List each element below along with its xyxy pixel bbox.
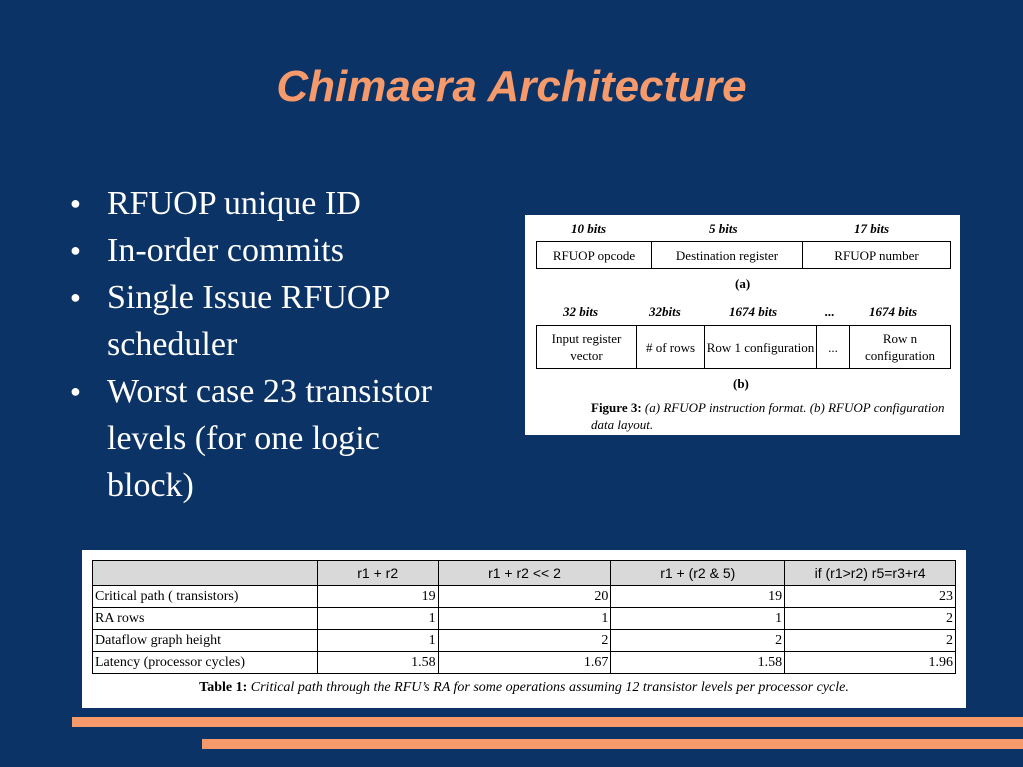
figure-rfuop-format [525,215,960,435]
figure-b-header: 32bits [649,304,681,319]
column-header: r1 + (r2 & 5) [611,561,785,586]
row-label: RA rows [93,608,318,630]
figure-b-cell: Input register vector [536,325,637,369]
column-header: if (r1>r2) r5=r3+r4 [785,561,956,586]
figure-b-header: 32 bits [563,304,599,319]
row-label: Critical path ( transistors) [93,586,318,608]
figure-a-header: 17 bits [854,221,890,236]
figure-b-cell: ... [816,325,850,369]
row-label: Dataflow graph height [93,630,318,652]
bullet-item [70,368,470,509]
bullet-item [70,274,470,368]
bullet-text: Single Issue RFUOP scheduler [107,279,390,363]
bullet-item [70,180,470,227]
table-cell: 23 [785,586,956,608]
table-cell: 1 [438,608,611,630]
figure-b-label: (b) [733,376,749,391]
table-cell: 1 [317,608,438,630]
column-header: r1 + r2 << 2 [438,561,611,586]
figure-a-header: 10 bits [571,221,607,236]
bullet-marker: ● [70,381,81,401]
table-cell: 2 [611,630,785,652]
figure-caption-label: Figure 3: [591,400,642,415]
critical-path-table [92,560,956,674]
figure-b-header: ... [825,304,835,319]
row-label: Latency (processor cycles) [93,652,318,674]
figure-a-label: (a) [735,276,751,291]
table-row [93,630,956,652]
table-cell: 1 [317,630,438,652]
table-caption-label: Table 1: [199,680,248,695]
bullet-text: In-order commits [107,232,344,269]
table-cell: 19 [317,586,438,608]
figure-a-cell: Destination register [651,241,803,269]
table-cell: 19 [611,586,785,608]
bullet-text: RFUOP unique ID [107,185,361,222]
accent-stripe-top [72,717,1023,727]
table-cell: 1.58 [611,652,785,674]
figure-b-cell: # of rows [636,325,705,369]
table-caption [82,680,966,696]
critical-path-table-panel [82,550,966,708]
figure-b-cell: Row n configuration [849,325,951,369]
figure-caption [591,399,951,433]
table-cell: 1.58 [317,652,438,674]
figure-b-header: 1674 bits [729,304,778,319]
table-row [93,608,956,630]
table-row [93,652,956,674]
table-caption-text: Critical path through the RFU’s RA for some operations assuming 12 transistor levels per processor cycle. [250,680,849,695]
table-cell: 2 [785,608,956,630]
slide-title: Chimaera Architecture [276,62,747,111]
table-cell: 2 [785,630,956,652]
accent-stripe-bottom [202,739,1023,749]
bullet-text: Worst case 23 transistor levels (for one logic block) [107,373,432,504]
figure-a-cell: RFUOP number [802,241,951,269]
table-header-row [93,561,956,586]
figure-a-header: 5 bits [709,221,738,236]
table-cell: 2 [438,630,611,652]
figure-a-cell: RFUOP opcode [536,241,652,269]
figure-b-header: 1674 bits [869,304,918,319]
bullet-list [70,180,470,509]
bullet-marker: ● [70,287,81,307]
table-row [93,586,956,608]
table-cell: 20 [438,586,611,608]
table-cell: 1 [611,608,785,630]
figure-caption-text: (a) RFUOP instruction format. (b) RFUOP configuration data layout. [591,400,945,432]
column-header [93,561,318,586]
table-cell: 1.96 [785,652,956,674]
figure-b-cell: Row 1 configuration [704,325,817,369]
bullet-marker: ● [70,240,81,260]
column-header: r1 + r2 [317,561,438,586]
bullet-item [70,227,470,274]
bullet-marker: ● [70,193,81,213]
table-cell: 1.67 [438,652,611,674]
